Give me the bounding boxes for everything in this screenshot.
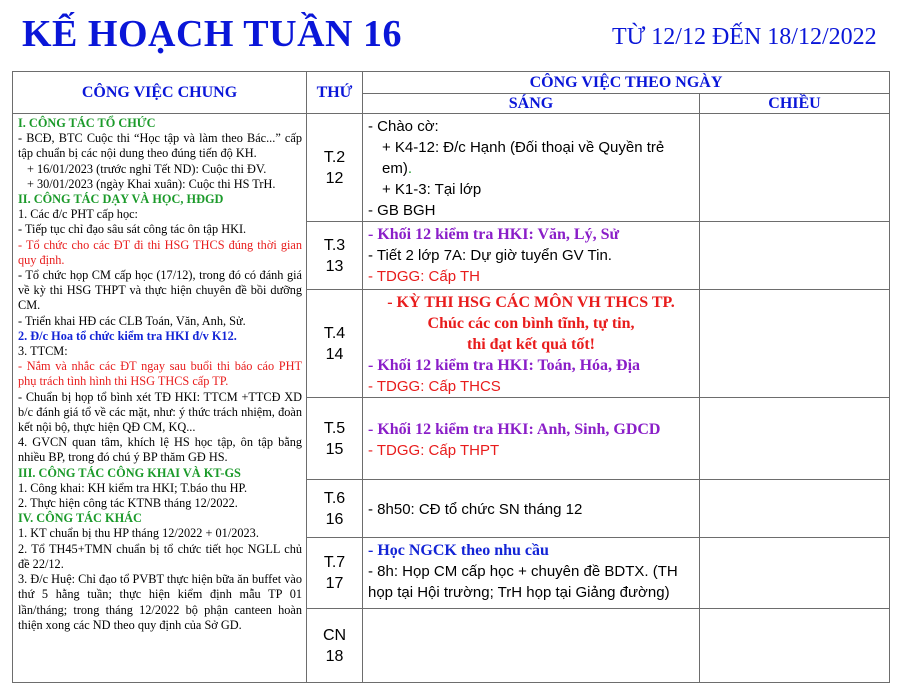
general-item: 3. Đ/c Huệ: Chỉ đạo tổ PVBT thực hiện bữa ăn buffet vào thứ 5 hằng tuần; thực hiện kiểm định mẫu TP 01 lần/tháng; trong tháng 12/2022 bộ phận canteen hoàn thiện xong các ND theo quy định của Sở GD. bbox=[18, 572, 302, 632]
morning-item: - TDGG: Cấp THPT bbox=[368, 441, 500, 459]
day-cell bbox=[307, 290, 363, 398]
date-range: TỪ 12/12 ĐẾN 18/12/2022 bbox=[612, 24, 877, 50]
general-item: 4. GVCN quan tâm, khích lệ HS học tập, ôn tập bằng nhiều BP, trong đó chú ý BP thăm GĐ HS. bbox=[18, 435, 302, 465]
morning-item: + K4-12: Đ/c Hạnh (Đối thoại về Quyền trẻ em). bbox=[382, 139, 665, 177]
header-day: THỨ bbox=[307, 72, 363, 114]
day-cell bbox=[307, 114, 363, 222]
general-item: - Tổ chức họp CM cấp học (17/12), trong đó có đánh giá về kỳ thi HSG THPT và thực hiện chuyên đề bồi dưỡng CM. bbox=[18, 268, 302, 313]
header-daily-work: CÔNG VIỆC THEO NGÀY bbox=[363, 72, 890, 94]
header-general-work: CÔNG VIỆC CHUNG bbox=[13, 72, 307, 114]
general-item: - Nắm và nhắc các ĐT ngay sau buổi thi báo cáo PHT phụ trách tình hình thi HSG THCS cấp TP. bbox=[18, 359, 302, 389]
day-date: 16 bbox=[325, 510, 344, 528]
afternoon-cell bbox=[700, 538, 890, 609]
header-morning: SÁNG bbox=[363, 94, 700, 114]
section-heading: IV. CÔNG TÁC KHÁC bbox=[18, 511, 142, 526]
morning-cell bbox=[363, 538, 700, 609]
morning-highlight: - Học NGCK theo nhu cầu bbox=[368, 542, 549, 559]
day-label: CN bbox=[322, 626, 347, 644]
general-item: + 16/01/2023 (trước nghỉ Tết ND): Cuộc thi ĐV. bbox=[27, 161, 267, 176]
day-date: 18 bbox=[325, 647, 344, 665]
day-cell bbox=[307, 398, 363, 480]
general-item: + 30/01/2023 (ngày Khai xuân): Cuộc thi HS TrH. bbox=[27, 176, 276, 191]
general-item: 1. KT chuẩn bị thu HP tháng 12/2022 + 01/2023. bbox=[18, 526, 259, 541]
general-item: - Tiếp tục chỉ đạo sâu sát công tác ôn tập HKI. bbox=[18, 222, 247, 237]
afternoon-cell bbox=[700, 222, 890, 290]
day-cell bbox=[307, 480, 363, 538]
day-label: T.7 bbox=[323, 554, 346, 571]
day-date: 17 bbox=[325, 575, 344, 592]
day-date: 14 bbox=[325, 345, 344, 363]
general-work-cell bbox=[13, 114, 307, 683]
morning-cell bbox=[363, 609, 700, 683]
general-item: - Chuẩn bị họp tổ bình xét TĐ HKI: TTCM +TTCĐ XD b/c đánh giá tổ về các mặt, như: ý thức trách nhiệm, đoàn kết nội bộ, thực hiện QĐ CM, KQ... bbox=[18, 389, 302, 435]
general-item: - Triển khai HĐ các CLB Toán, Văn, Anh, Sử. bbox=[18, 313, 246, 328]
day-label: T.4 bbox=[323, 324, 346, 342]
afternoon-cell bbox=[700, 290, 890, 398]
day-label: T.3 bbox=[323, 236, 346, 254]
general-item: 1. Các đ/c PHT cấp học: bbox=[18, 207, 138, 222]
general-item: 1. Công khai: KH kiểm tra HKI; T.báo thu HP. bbox=[18, 480, 248, 495]
general-item: - Tổ chức cho các ĐT đi thi HSG THCS đúng thời gian quy định. bbox=[18, 237, 302, 267]
afternoon-cell bbox=[700, 398, 890, 480]
general-item: - BCĐ, BTC Cuộc thi “Học tập và làm theo Bác...” cấp tập chuẩn bị các nội dung theo đúng tiến độ KH. bbox=[18, 131, 302, 161]
day-date: 15 bbox=[325, 440, 344, 458]
day-date: 12 bbox=[325, 169, 344, 187]
day-label: T.6 bbox=[323, 489, 346, 507]
day-cell bbox=[307, 609, 363, 683]
general-item: 2. Thực hiện công tác KTNB tháng 12/2022. bbox=[18, 496, 238, 511]
section-heading: III. CÔNG TÁC CÔNG KHAI VÀ KT-GS bbox=[18, 465, 241, 480]
morning-item: - Tiết 2 lớp 7A: Dự giờ tuyển GV Tin. bbox=[368, 247, 612, 264]
exam-item: - Khối 12 kiểm tra HKI: Văn, Lý, Sử bbox=[368, 226, 620, 243]
general-item: 2. Tổ TH45+TMN chuẩn bị tổ chức tiết học NGLL chủ đề 22/12. bbox=[18, 541, 302, 571]
morning-item: - TDGG: Cấp TH bbox=[368, 268, 480, 285]
header-afternoon: CHIỀU bbox=[700, 94, 890, 114]
morning-item: - 8h50: CĐ tổ chức SN tháng 12 bbox=[368, 501, 583, 518]
afternoon-cell bbox=[700, 480, 890, 538]
morning-item: - TDGG: Cấp THCS bbox=[368, 378, 501, 395]
encouragement-line: Chúc các con bình tĩnh, tự tin, bbox=[427, 315, 635, 332]
exam-item: - Khối 12 kiểm tra HKI: Toán, Hóa, Địa bbox=[368, 357, 641, 374]
morning-cell bbox=[363, 398, 700, 480]
weekly-plan-table bbox=[12, 71, 890, 683]
afternoon-cell bbox=[700, 609, 890, 683]
morning-cell bbox=[363, 290, 700, 398]
section-heading: I. CÔNG TÁC TỔ CHỨC bbox=[18, 116, 156, 130]
morning-item: - Chào cờ: bbox=[368, 118, 439, 135]
exam-item: - Khối 12 kiểm tra HKI: Anh, Sinh, GDCD bbox=[368, 420, 661, 438]
plan-title: KẾ HOẠCH TUẦN 16 bbox=[22, 13, 402, 55]
day-cell bbox=[307, 538, 363, 609]
morning-item: - GB BGH bbox=[368, 202, 436, 219]
section-heading: II. CÔNG TÁC DẠY VÀ HỌC, HĐGD bbox=[18, 192, 224, 207]
morning-cell bbox=[363, 114, 700, 222]
exam-announcement: - KỲ THI HSG CÁC MÔN VH THCS TP. bbox=[387, 294, 675, 311]
morning-cell bbox=[363, 222, 700, 290]
morning-item: - 8h: Họp CM cấp học + chuyên đề BDTX. (TH họp tại Hội trường; TrH họp tại Giảng đường) bbox=[368, 563, 678, 601]
afternoon-cell bbox=[700, 114, 890, 222]
day-label: T.5 bbox=[323, 419, 346, 437]
day-label: T.2 bbox=[323, 148, 346, 166]
general-item: 3. TTCM: bbox=[18, 344, 68, 359]
morning-cell bbox=[363, 480, 700, 538]
morning-item: + K1-3: Tại lớp bbox=[382, 181, 482, 198]
general-item: 2. Đ/c Hoa tổ chức kiểm tra HKI đ/v K12. bbox=[18, 328, 237, 343]
day-date: 13 bbox=[325, 257, 344, 275]
day-cell bbox=[307, 222, 363, 290]
encouragement-line: thi đạt kết quả tốt! bbox=[466, 336, 595, 353]
